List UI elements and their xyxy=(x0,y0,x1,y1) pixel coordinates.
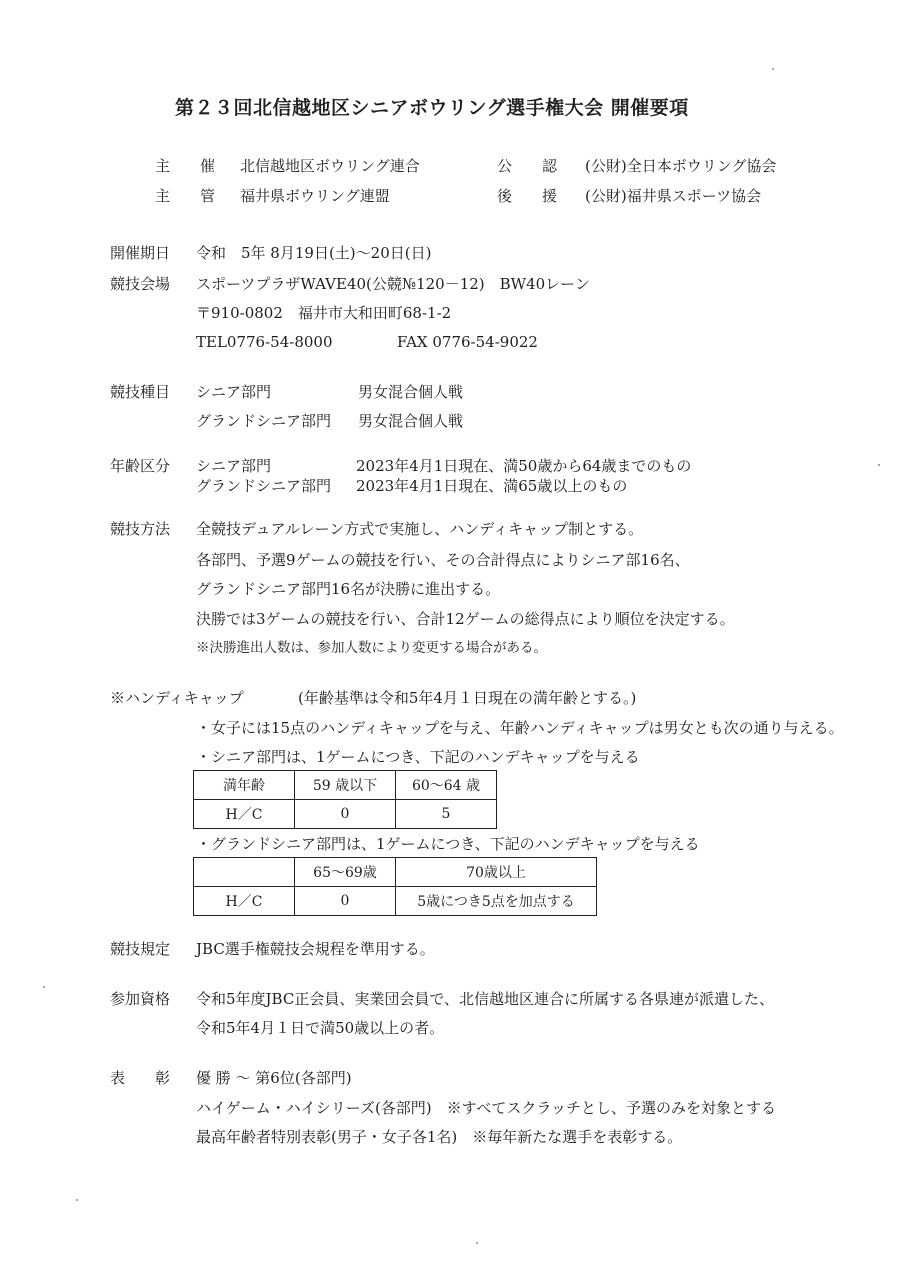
eligibility-line-1: 令和5年度JBC正会員、実業団会員で、北信越地区連合に所属する各県連が派遣した、 xyxy=(196,990,775,1008)
host-value: 北信越地区ボウリング連合 xyxy=(240,157,420,175)
venue-address: 〒910-0802 福井市大和田町68-1-2 xyxy=(196,304,452,322)
handicap-basis: (年齢基準は令和5年4月１日現在の満年齢とする。) xyxy=(298,689,637,707)
table-cell: 59 歳以下 xyxy=(295,771,396,800)
age-grand-rule: 2023年4月1日現在、満65歳以上のもの xyxy=(356,477,628,495)
table-row xyxy=(194,800,497,829)
handicap-grand-note: ・グランドシニア部門は、1ゲームにつき、下記のハンデキャップを与える xyxy=(196,835,700,853)
awards-line-1: 優 勝 ～ 第6位(各部門) xyxy=(196,1069,352,1087)
table-row xyxy=(194,887,597,916)
handicap-senior-note: ・シニア部門は、1ゲームにつき、下記のハンデキャップを与える xyxy=(196,748,640,766)
events-grand-type: 男女混合個人戦 xyxy=(358,412,464,430)
senior-handicap-table xyxy=(193,770,497,829)
support-label: 後 援 xyxy=(497,187,558,205)
method-line-2: 各部門、予選9ゲームの競技を行い、その合計得点によりシニア部16名、 xyxy=(196,551,690,569)
table-row xyxy=(194,858,597,887)
table-cell: 70歳以上 xyxy=(396,858,597,887)
table-cell: 65～69歳 xyxy=(295,858,396,887)
table-cell: H／C xyxy=(194,800,295,829)
age-senior-rule: 2023年4月1日現在、満50歳から64歳までのもの xyxy=(356,457,692,475)
awards-line-2: ハイゲーム・ハイシリーズ(各部門) ※すべてスクラッチとし、予選のみを対象とする xyxy=(196,1099,777,1117)
table-cell: 満年齢 xyxy=(194,771,295,800)
events-grand-division: グランドシニア部門 xyxy=(196,412,332,430)
events-senior-type: 男女混合個人戦 xyxy=(358,383,464,401)
venue-tel: TEL0776-54-8000 xyxy=(196,333,333,351)
approval-label: 公 認 xyxy=(497,157,558,175)
venue-name: スポーツプラザWAVE40(公競№120－12) BW40レーン xyxy=(196,275,590,293)
table-cell: 5 xyxy=(396,800,497,829)
method-line-1: 全競技デュアルレーン方式で実施し、ハンディキャップ制とする。 xyxy=(196,520,644,538)
table-cell: 0 xyxy=(295,887,396,916)
scan-speck xyxy=(476,1242,478,1244)
table-cell: 0 xyxy=(295,800,396,829)
manager-label: 主 管 xyxy=(155,187,216,205)
rules-label: 競技規定 xyxy=(110,940,171,958)
venue-label: 競技会場 xyxy=(110,275,171,293)
age-grand-division: グランドシニア部門 xyxy=(196,477,332,495)
support-value: (公財)福井県スポーツ協会 xyxy=(585,187,762,205)
scan-speck xyxy=(76,1199,78,1201)
scan-speck xyxy=(772,68,774,70)
table-cell: 60～64 歳 xyxy=(396,771,497,800)
method-line-3: グランドシニア部門16名が決勝に進出する。 xyxy=(196,580,501,598)
method-label: 競技方法 xyxy=(110,520,171,538)
grand-handicap-table xyxy=(193,857,597,916)
awards-line-3: 最高年齢者特別表彰(男子・女子各1名) ※毎年新たな選手を表彰する。 xyxy=(196,1128,683,1146)
page-title: 第２３回北信越地区シニアボウリング選手権大会 開催要項 xyxy=(175,97,689,119)
table-cell: 5歳につき5点を加点する xyxy=(396,887,597,916)
events-senior-division: シニア部門 xyxy=(196,383,272,401)
eligibility-line-2: 令和5年4月１日で満50歳以上の者。 xyxy=(196,1019,445,1037)
eligibility-label: 参加資格 xyxy=(110,990,171,1008)
scan-speck xyxy=(878,464,880,466)
age-senior-division: シニア部門 xyxy=(196,457,272,475)
venue-fax: FAX 0776-54-9022 xyxy=(397,333,538,351)
table-row xyxy=(194,771,497,800)
handicap-women-note: ・女子には15点のハンディキャップを与え、年齢ハンディキャップは男女とも次の通り与える。 xyxy=(196,719,844,737)
events-label: 競技種目 xyxy=(110,383,171,401)
manager-value: 福井県ボウリング連盟 xyxy=(240,187,390,205)
table-cell: H／C xyxy=(194,887,295,916)
dates-label: 開催期日 xyxy=(110,244,171,262)
scan-speck xyxy=(43,986,45,988)
table-cell xyxy=(194,858,295,887)
handicap-heading: ※ハンディキャップ xyxy=(110,689,244,707)
age-label: 年齢区分 xyxy=(110,457,171,475)
approval-value: (公財)全日本ボウリング協会 xyxy=(585,157,777,175)
rules-value: JBC選手権競技会規程を準用する。 xyxy=(196,940,435,958)
host-label: 主 催 xyxy=(155,157,216,175)
method-note: ※決勝進出人数は、参加人数により変更する場合がある。 xyxy=(196,640,547,656)
dates-value: 令和 5年 8月19日(土)～20日(日) xyxy=(196,244,432,262)
method-line-4: 決勝では3ゲームの競技を行い、合計12ゲームの総得点により順位を決定する。 xyxy=(196,610,735,628)
awards-label: 表 彰 xyxy=(110,1069,171,1087)
